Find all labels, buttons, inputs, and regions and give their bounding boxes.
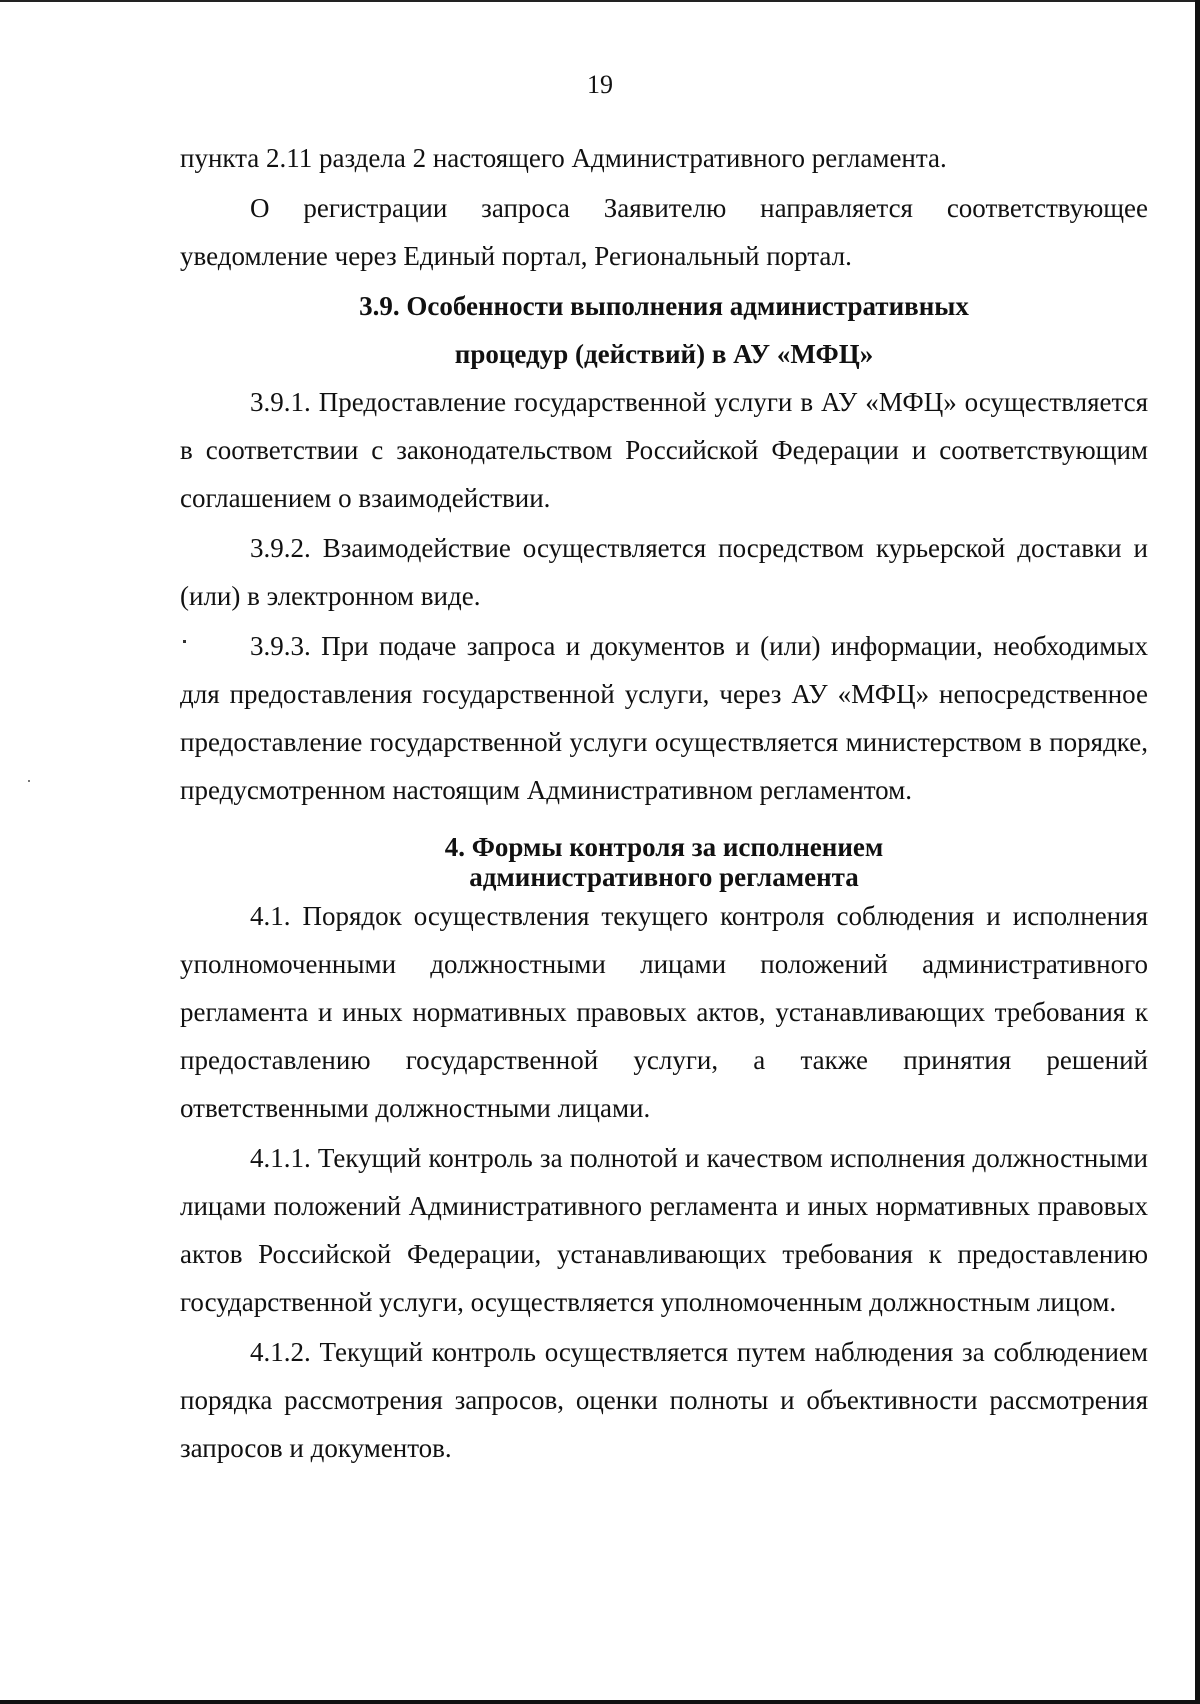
paragraph: 3.9.1. Предоставление государственной услуги в АУ «МФЦ» осуществляется в соответствии с законодательством Российской Федерации и соответствующим соглашением о взаимодействии. <box>180 387 1148 513</box>
page-number: 19 <box>587 70 613 99</box>
section-heading-line: 4. Формы контроля за исполнением <box>444 832 884 862</box>
paragraph: 3.9.3. При подаче запроса и документов и (или) информации, необходимых для предоставления государственной услуги, через АУ «МФЦ» непосредственное предоставление государственной услуги осуществляется министерством в порядке, предусмотренном настоящим Административном регламентом. <box>180 631 1148 805</box>
scan-speck <box>28 780 30 782</box>
section-heading-line: 3.9. Особенности выполнения административных <box>359 291 969 321</box>
paragraph: 4.1.2. Текущий контроль осуществляется путем наблюдения за соблюдением порядка рассмотрения запросов, оценки полноты и объективности рассмотрения запросов и документов. <box>180 1337 1148 1463</box>
section-heading-line: процедур (действий) в АУ «МФЦ» <box>454 339 874 369</box>
paragraph: 4.1. Порядок осуществления текущего контроля соблюдения и исполнения уполномоченными должностными лицами положений административного регламента и иных нормативных правовых актов, устанавливающих требования к предоставлению государственной услуги, а также принятия решений ответственными должностными лицами. <box>180 901 1148 1123</box>
paragraph: О регистрации запроса Заявителю направляется соответствующее уведомление через Единый портал, Региональный портал. <box>180 193 1148 271</box>
paragraph: 4.1.1. Текущий контроль за полнотой и качеством исполнения должностными лицами положений Административного регламента и иных нормативных правовых актов Российской Федерации, устанавливающих требования к предоставлению государственной услуги, осуществляется уполномоченным должностным лицом. <box>180 1143 1148 1317</box>
document-body <box>180 134 1148 1472</box>
paragraph: пункта 2.11 раздела 2 настоящего Административного регламента. <box>180 143 947 173</box>
paragraph: 3.9.2. Взаимодействие осуществляется посредством курьерской доставки и (или) в электронном виде. <box>180 533 1148 611</box>
section-heading-line: административного регламента <box>469 862 859 892</box>
scan-top-edge <box>0 0 1200 2</box>
